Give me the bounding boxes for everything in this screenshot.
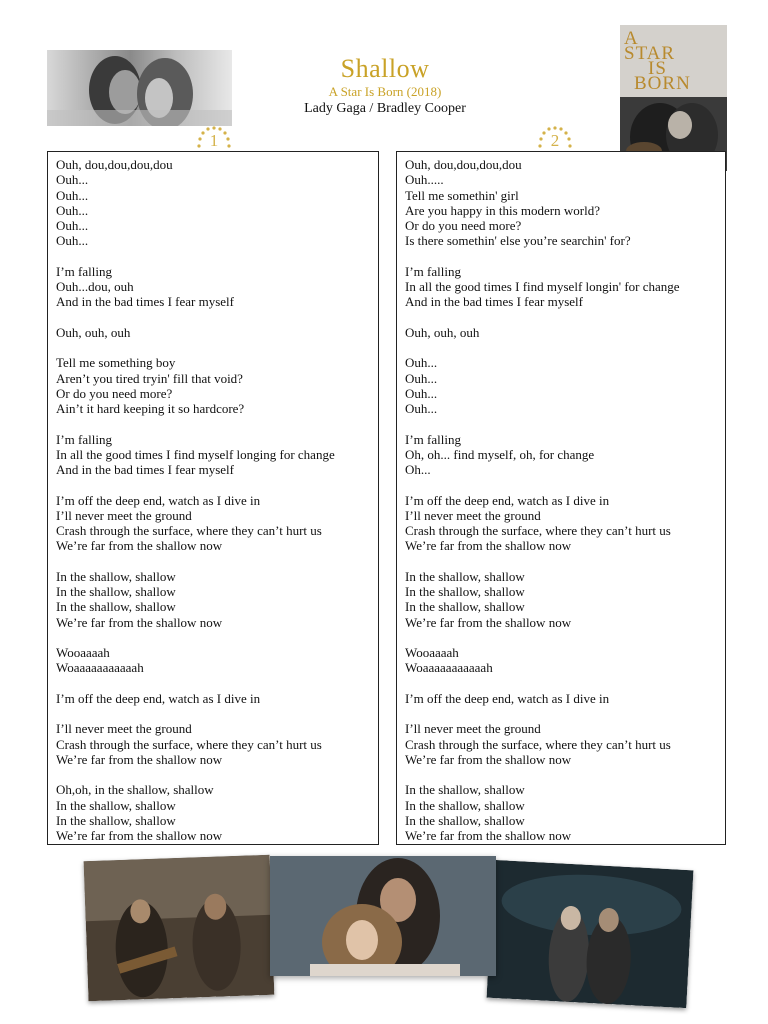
poster-title-line: BORN <box>634 73 691 94</box>
concert-photo-right <box>487 860 694 1008</box>
movie-poster <box>620 25 727 171</box>
lyric-line: Wooaaaah <box>405 645 459 660</box>
lyric-line <box>405 310 717 325</box>
song-title: Shallow <box>340 54 430 83</box>
lyric-line: Crash through the surface, where they can’t hurt us <box>56 736 322 752</box>
lyric-line: We’re far from the shallow now <box>405 614 572 630</box>
lyric-line: We’re far from the shallow now <box>56 614 223 630</box>
lyric-line: Ouh... <box>405 355 438 371</box>
lyric-line: I’ll never meet the ground <box>56 721 192 737</box>
lyric-line <box>56 767 370 782</box>
lyric-line: I’m off the deep end, watch as I dive in <box>56 690 261 706</box>
lyric-line: Ouh... <box>405 401 438 416</box>
lyric-line: Ouh..... <box>405 172 444 188</box>
artists: Lady Gaga / Bradley Cooper <box>304 101 466 116</box>
lyric-line <box>405 416 717 431</box>
lyric-line <box>56 477 370 492</box>
lyric-line <box>405 554 717 569</box>
lyric-line <box>56 416 370 431</box>
lyric-line: Is there somethin' else you’re searchin' for? <box>405 233 631 249</box>
lyric-line: Ouh... <box>56 172 89 188</box>
lyric-line: Crash through the surface, where they can’t hurt us <box>56 523 322 538</box>
lyric-line <box>56 310 370 325</box>
lyric-line: And in the bad times I fear myself <box>56 294 234 310</box>
couple-photo-center <box>270 856 496 976</box>
lyric-line: Ain’t it hard keeping it so hardcore? <box>56 401 245 416</box>
lyric-line: Ouh...dou, ouh <box>56 279 134 294</box>
movie-subtitle: A Star Is Born (2018) <box>328 84 442 99</box>
lyric-line <box>405 477 717 492</box>
lyric-line: I’ll never meet the ground <box>56 507 192 523</box>
lyric-line: Woaaaaaaaaaaah <box>405 660 493 676</box>
badge-number: 1 <box>209 131 219 150</box>
lyric-line: In all the good times I find myself longing for change <box>56 446 335 462</box>
lyric-line <box>405 676 717 691</box>
lyric-line: In the shallow, shallow <box>405 812 525 828</box>
lyric-line: We’re far from the shallow now <box>56 751 223 767</box>
lyric-line: Ouh... <box>405 385 438 401</box>
lyric-line: I’m off the deep end, watch as I dive in <box>56 492 261 508</box>
lyric-line: Oh, oh... find myself, oh, for change <box>405 446 595 462</box>
lyric-line: We’re far from the shallow now <box>56 828 223 843</box>
lyric-line: I’m off the deep end, watch as I dive in <box>405 492 610 508</box>
lyric-line <box>56 340 370 355</box>
lyric-line <box>405 767 717 782</box>
lyric-line <box>405 630 717 645</box>
song-header <box>240 54 530 117</box>
column-badge-1 <box>194 124 234 154</box>
lyric-line: In the shallow, shallow <box>56 812 176 828</box>
lyric-line: I’ll never meet the ground <box>405 507 541 523</box>
lyric-line: In all the good times I find myself longin' for change <box>405 279 680 294</box>
lyric-line: Tell me somethin' girl <box>405 187 519 203</box>
lyric-line: In the shallow, shallow <box>56 568 176 584</box>
lyric-line <box>56 554 370 569</box>
lyric-line: In the shallow, shallow <box>405 568 525 584</box>
poster-title-line: STAR <box>624 43 676 64</box>
lyric-line: In the shallow, shallow <box>405 599 525 615</box>
lyric-line <box>405 249 717 264</box>
poster-title-line: A <box>624 28 639 49</box>
lyric-line: Or do you need more? <box>405 218 522 233</box>
lyric-line: I’ll never meet the ground <box>405 721 541 737</box>
lyric-line: In the shallow, shallow <box>56 599 176 615</box>
lyric-line <box>56 676 370 691</box>
lyric-line: Ouh... <box>56 233 89 249</box>
lyric-line: In the shallow, shallow <box>56 797 176 813</box>
lyric-line: I’m falling <box>405 263 461 279</box>
lyric-line <box>405 706 717 721</box>
badge-number: 2 <box>550 131 560 150</box>
lyric-line: Tell me something boy <box>56 355 176 371</box>
lyric-line: I’m falling <box>56 263 112 279</box>
lyric-line: In the shallow, shallow <box>405 797 525 813</box>
lyric-line: Woaaaaaaaaaaah <box>56 660 144 676</box>
lyric-line: Ouh, ouh, ouh <box>405 324 480 340</box>
lyric-line: Aren’t you tired tryin' fill that void? <box>56 370 243 386</box>
lyric-line <box>56 630 370 645</box>
lyric-line: I’m falling <box>56 431 112 447</box>
lyric-line: Oh... <box>405 462 431 477</box>
poster-title-line: IS <box>648 58 667 79</box>
lyric-line: Or do you need more? <box>56 385 173 401</box>
lyric-line: We’re far from the shallow now <box>405 828 572 843</box>
lyric-line: Ouh... <box>56 202 89 218</box>
lyric-line: I’m off the deep end, watch as I dive in <box>405 690 610 706</box>
lyric-line: Crash through the surface, where they can’t hurt us <box>405 736 671 752</box>
lyric-line <box>56 249 370 264</box>
lyric-line: I’m falling <box>405 431 461 447</box>
lyrics-column-2 <box>396 151 726 845</box>
lyric-line: And in the bad times I fear myself <box>405 294 583 310</box>
lyric-line: We’re far from the shallow now <box>405 538 572 554</box>
lyric-line: Ouh, dou,dou,dou,dou <box>405 157 522 172</box>
lyric-line: Ouh... <box>405 370 438 386</box>
lyrics-column-1 <box>47 151 379 845</box>
lyric-line <box>405 340 717 355</box>
lyric-line: Ouh... <box>56 218 89 233</box>
concert-photo-left <box>84 855 275 1001</box>
lyric-line: In the shallow, shallow <box>405 584 525 599</box>
lyric-line: In the shallow, shallow <box>405 782 525 798</box>
lyric-line: Crash through the surface, where they can’t hurt us <box>405 523 671 538</box>
column-badge-2 <box>535 124 575 154</box>
lyric-line: In the shallow, shallow <box>56 584 176 599</box>
lyric-line: Ouh, ouh, ouh <box>56 324 131 340</box>
lyric-line: Wooaaaah <box>56 645 110 660</box>
lyric-line <box>56 706 370 721</box>
lyric-line: Oh,oh, in the shallow, shallow <box>56 782 214 798</box>
lyric-line: We’re far from the shallow now <box>405 751 572 767</box>
lyric-line: Ouh... <box>56 187 89 203</box>
couple-photo-top-left <box>47 50 232 126</box>
lyric-line: And in the bad times I fear myself <box>56 462 234 477</box>
lyric-line: Ouh, dou,dou,dou,dou <box>56 157 173 172</box>
lyric-line: We’re far from the shallow now <box>56 538 223 554</box>
lyric-line: Are you happy in this modern world? <box>405 202 600 218</box>
